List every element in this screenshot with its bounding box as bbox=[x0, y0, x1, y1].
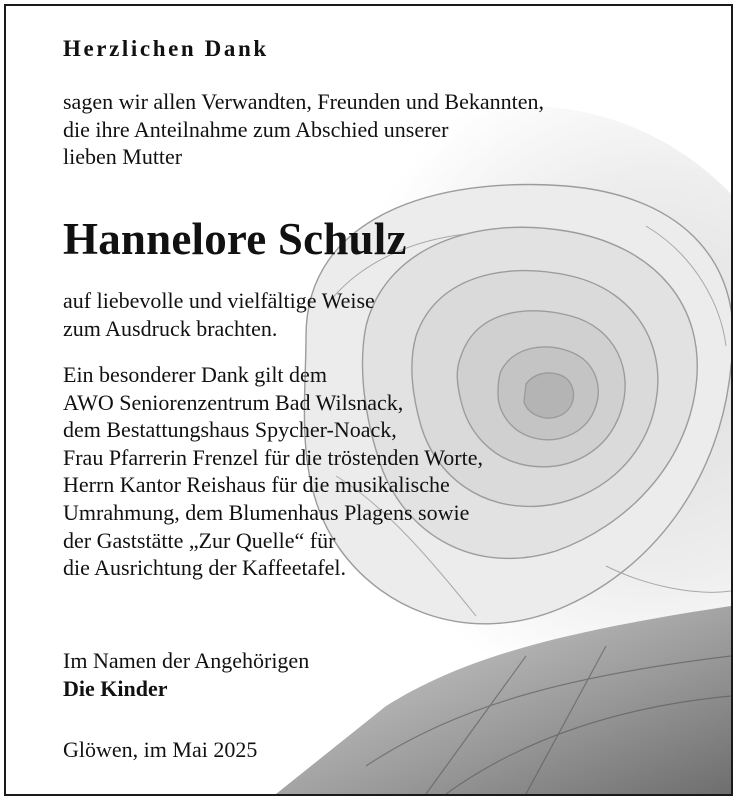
thanks-line: dem Bestattungshaus Spycher-Noack, bbox=[63, 417, 397, 443]
intro-paragraph bbox=[63, 88, 544, 171]
sympathy-line: auf liebevolle und vielfältige Weise bbox=[63, 288, 375, 313]
thanks-line: Frau Pfarrerin Frenzel für die tröstenden Worte, bbox=[63, 444, 483, 470]
intro-line: lieben Mutter bbox=[63, 144, 183, 170]
intro-line: sagen wir allen Verwandten, Freunden und Bekannten, bbox=[63, 89, 545, 114]
thanks-line: der Gaststätte „Zur Quelle“ für bbox=[63, 527, 336, 553]
obituary-notice bbox=[4, 4, 733, 796]
notice-heading: Herzlichen Dank bbox=[63, 36, 269, 61]
thanks-line: AWO Seniorenzentrum Bad Wilsnack, bbox=[63, 389, 404, 415]
thanks-line: Ein besonderer Dank gilt dem bbox=[63, 362, 327, 387]
thanks-paragraph bbox=[63, 361, 483, 582]
signature-family: Die Kinder bbox=[63, 675, 168, 701]
place-date-text: Glöwen, im Mai 2025 bbox=[63, 737, 258, 762]
sympathy-paragraph bbox=[63, 287, 375, 342]
thanks-line: die Ausrichtung der Kaffeetafel. bbox=[63, 555, 347, 581]
deceased-name: Hannelore Schulz bbox=[63, 214, 407, 264]
place-date bbox=[63, 736, 257, 764]
thanks-line: Umrahmung, dem Blumenhaus Plagens sowie bbox=[63, 499, 470, 525]
signature-block bbox=[63, 647, 309, 702]
sympathy-line: zum Ausdruck brachten. bbox=[63, 315, 278, 341]
thanks-line: Herrn Kantor Reishaus für die musikalische bbox=[63, 472, 450, 498]
intro-line: die ihre Anteilnahme zum Abschied unserer bbox=[63, 116, 449, 142]
signature-line: Im Namen der Angehörigen bbox=[63, 648, 310, 673]
